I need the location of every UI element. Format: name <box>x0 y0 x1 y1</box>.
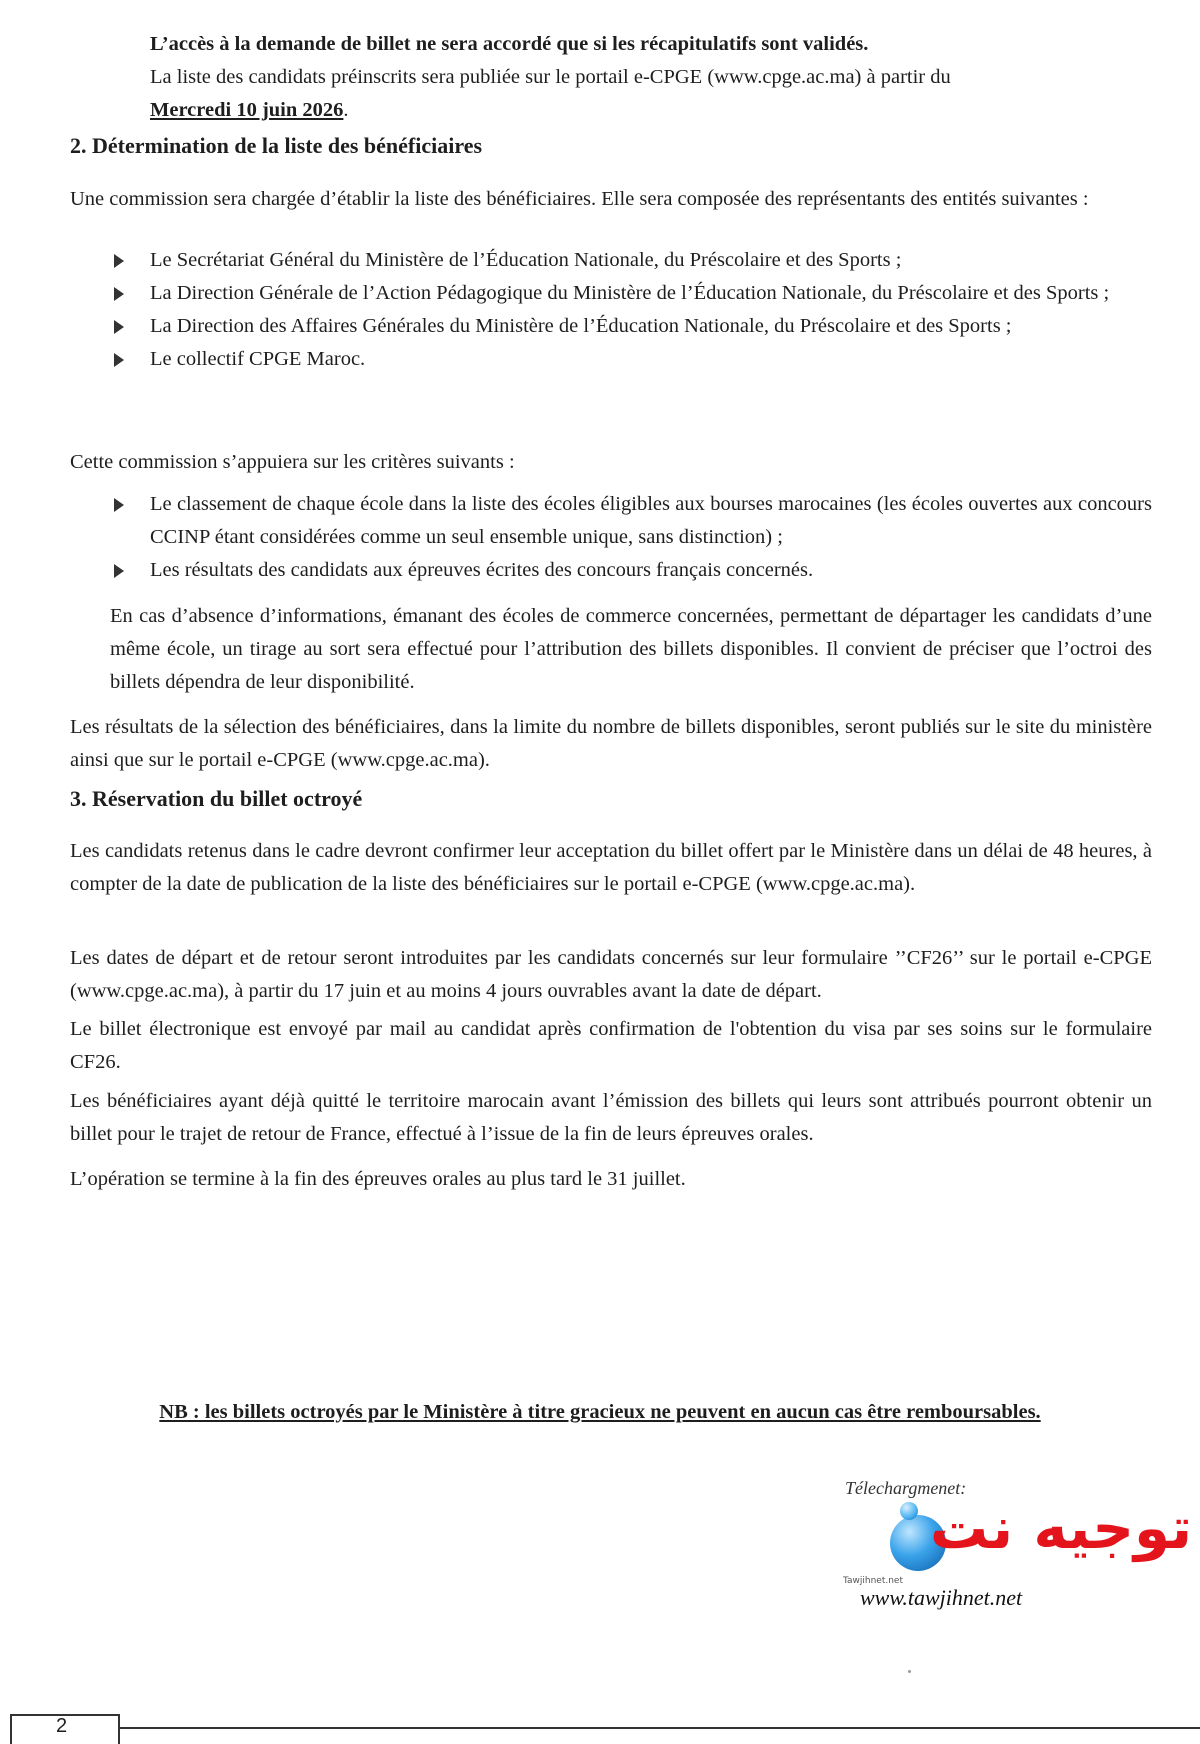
reservation-paragraph-2: Les dates de départ et de retour seront introduites par les candidats concernés sur leur formulaire ’’CF26’’ sur le portail e-CPGE (www.cpge.ac.ma), à partir du 17 juin et au moins 4 jours ouvrables avant la date de départ. <box>70 947 1152 1002</box>
criteria-list <box>112 488 1152 587</box>
absence-note: En cas d’absence d’informations, émanant des écoles de commerce concernées, permettant de départager les candidats d’une même école, un tirage au sort sera effectué pour l’attribution des billets disponibles. Il convient de préciser que l’octroi des billets dépendra de leur disponibilité. <box>110 605 1152 693</box>
list-publication-date-line <box>150 94 1152 127</box>
list-item-text: Les résultats des candidats aux épreuves écrites des concours français concernés. <box>150 559 814 581</box>
reservation-paragraph-4: Les bénéficiaires ayant déjà quitté le territoire marocain avant l’émission des billets qui leurs sont attribués pourront obtenir un billet pour le trajet de retour de France, effectué à l’issue de la fin de leurs épreuves orales. <box>70 1090 1152 1145</box>
list-item <box>112 310 1152 343</box>
criteria-intro: Cette commission s’appuiera sur les critères suivants : <box>70 451 515 473</box>
list-item <box>112 277 1152 310</box>
watermark-arabic: توجيه نت <box>930 1494 1193 1562</box>
watermark-caption: Télechargmenet: <box>845 1478 967 1498</box>
arrow-bullet-icon <box>114 254 124 268</box>
list-publication-text: La liste des candidats préinscrits sera publiée sur le portail e-CPGE (www.cpge.ac.ma) à partir du <box>150 66 951 88</box>
results-note: Les résultats de la sélection des bénéficiaires, dans la limite du nombre de billets disponibles, seront publiés sur le site du ministère ainsi que sur le portail e-CPGE (www.cpge.ac.ma). <box>70 716 1152 771</box>
small-globe-icon <box>900 1502 918 1520</box>
page-number: 2 <box>56 1715 68 1737</box>
section-2-heading: 2. Détermination de la liste des bénéficiaires <box>70 133 483 158</box>
watermark-small-text: Tawjihnet.net <box>843 1576 903 1586</box>
section-3-heading: 3. Réservation du billet octroyé <box>70 786 363 811</box>
arrow-bullet-icon <box>114 287 124 301</box>
list-publication-end: . <box>343 99 349 121</box>
scan-speck <box>908 1670 911 1673</box>
list-publication-date: Mercredi 10 juin 2026 <box>150 99 344 121</box>
footer-rule <box>118 1727 1200 1729</box>
arrow-bullet-icon <box>114 353 124 367</box>
reservation-paragraph-1: Les candidats retenus dans le cadre devront confirmer leur acceptation du billet offert par le Ministère dans un délai de 48 heures, à compter de la date de publication de la liste des bénéficiaires sur le portail e-CPGE (www.cpge.ac.ma). <box>70 840 1152 895</box>
list-item-text: La Direction Générale de l’Action Pédagogique du Ministère de l’Éducation Nationale, du Préscolaire et des Sports ; <box>150 282 1110 304</box>
watermark-url: www.tawjihnet.net <box>860 1585 1023 1610</box>
nb-note: NB : les billets octroyés par le Ministère à titre gracieux ne peuvent en aucun cas être remboursables. <box>159 1401 1041 1423</box>
list-item <box>112 488 1152 554</box>
list-item <box>112 554 1152 587</box>
arrow-bullet-icon <box>114 564 124 578</box>
list-publication-note <box>150 61 1152 94</box>
reservation-paragraph-3: Le billet électronique est envoyé par mail au candidat après confirmation de l'obtention du visa par ses soins sur le formulaire CF26. <box>70 1018 1152 1073</box>
access-note: L’accès à la demande de billet ne sera accordé que si les récapitulatifs sont validés. <box>150 33 869 55</box>
reservation-paragraph-5: L’opération se termine à la fin des épreuves orales au plus tard le 31 juillet. <box>70 1168 686 1190</box>
commission-intro: Une commission sera chargée d’établir la liste des bénéficiaires. Elle sera composée des représentants des entités suivantes : <box>70 188 1089 210</box>
intro-block <box>150 28 1152 127</box>
entities-list <box>112 244 1152 376</box>
list-item-text: Le Secrétariat Général du Ministère de l’Éducation Nationale, du Préscolaire et des Sports ; <box>150 249 902 271</box>
arrow-bullet-icon <box>114 320 124 334</box>
list-item-text: Le classement de chaque école dans la liste des écoles éligibles aux bourses marocaines (les écoles ouvertes aux concours CCINP étant considérées comme un seul ensemble unique, sans distinction) ; <box>150 493 1152 548</box>
arrow-bullet-icon <box>114 498 124 512</box>
list-item-text: Le collectif CPGE Maroc. <box>150 348 366 370</box>
list-item <box>112 343 1152 376</box>
list-item <box>112 244 1152 277</box>
list-item-text: La Direction des Affaires Générales du Ministère de l’Éducation Nationale, du Préscolaire et des Sports ; <box>150 315 1012 337</box>
